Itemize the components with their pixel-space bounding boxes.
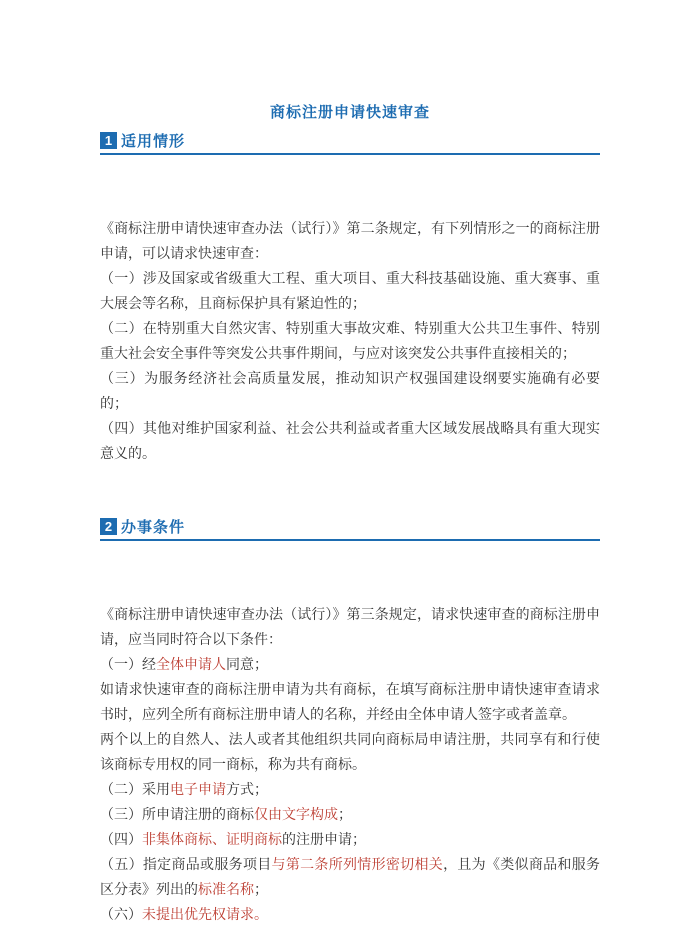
section-heading-label: 办事条件 [121,520,186,536]
paragraph [100,267,600,317]
paragraph [100,853,600,903]
body-text: ，且为《类似商品和服务区分表》列出的 [100,858,601,898]
body-text: ； [338,808,352,823]
section-number-badge: 1 [100,132,117,149]
highlighted-text: 与第二条所列情形密切相关 [271,858,444,873]
body-text: 的注册申请； [282,833,366,848]
highlighted-text: 非集体商标、证明商标 [142,833,282,848]
body-text: （四）其他对维护国家利益、社会公共利益或者重大区域发展战略具有重大现实意义的。 [100,422,600,462]
body-text: 如请求快速审查的商标注册申请为共有商标，在填写商标注册申请快速审查请求书时，应列全所有商标注册申请人的名称，并经由全体申请人签字或者盖章。 [100,683,600,723]
document-content [100,0,600,928]
highlighted-text: 未提出优先权请求。 [142,908,268,923]
body-text: （三）为服务经济社会高质量发展，推动知识产权强国建设纲要实施确有必要的； [100,372,600,412]
section-heading [100,130,600,155]
body-text: （一）经 [100,658,156,673]
page-title: 商标注册申请快速审查 [269,105,430,121]
highlighted-text: 标准名称 [198,883,254,898]
paragraph [100,903,600,928]
body-text: （四） [100,833,142,848]
paragraph [100,728,600,778]
paragraph [100,603,600,653]
paragraph [100,678,600,728]
section-2 [100,516,600,928]
section-body [100,603,600,928]
section-1 [100,130,600,467]
body-text: ； [254,883,268,898]
body-text: 《商标注册申请快速审查办法（试行）》第二条规定，有下列情形之一的商标注册申请，可以请求快速审查： [100,222,600,262]
paragraph [100,803,600,828]
body-text: （二）采用 [100,783,170,798]
paragraph [100,317,600,367]
paragraph [100,828,600,853]
paragraph [100,778,600,803]
paragraph [100,367,600,417]
section-heading [100,516,600,541]
body-text: （五）指定商品或服务项目 [100,858,272,873]
section-body [100,217,600,467]
body-text: （三）所申请注册的商标 [100,808,254,823]
body-text: 《商标注册申请快速审查办法（试行）》第三条规定，请求快速审查的商标注册申请，应当同时符合以下条件： [100,608,600,648]
highlighted-text: 仅由文字构成 [254,808,338,823]
section-heading-label: 适用情形 [121,134,186,150]
body-text: （二）在特别重大自然灾害、特别重大事故灾难、特别重大公共卫生事件、特别重大社会安全事件等突发公共事件期间，与应对该突发公共事件直接相关的； [100,322,600,362]
body-text: 两个以上的自然人、法人或者其他组织共同向商标局申请注册，共同享有和行使该商标专用权的同一商标，称为共有商标。 [100,733,600,773]
body-text: 方式； [226,783,268,798]
paragraph [100,653,600,678]
body-text: 同意； [226,658,268,673]
highlighted-text: 电子申请 [170,783,226,798]
highlighted-text: 全体申请人 [156,658,226,673]
body-text: （六） [100,908,142,923]
paragraph [100,217,600,267]
paragraph [100,417,600,467]
sections-container [100,130,600,928]
section-number-badge: 2 [100,518,117,535]
body-text: （一）涉及国家或省级重大工程、重大项目、重大科技基础设施、重大赛事、重大展会等名称，且商标保护具有紧迫性的； [100,272,600,312]
